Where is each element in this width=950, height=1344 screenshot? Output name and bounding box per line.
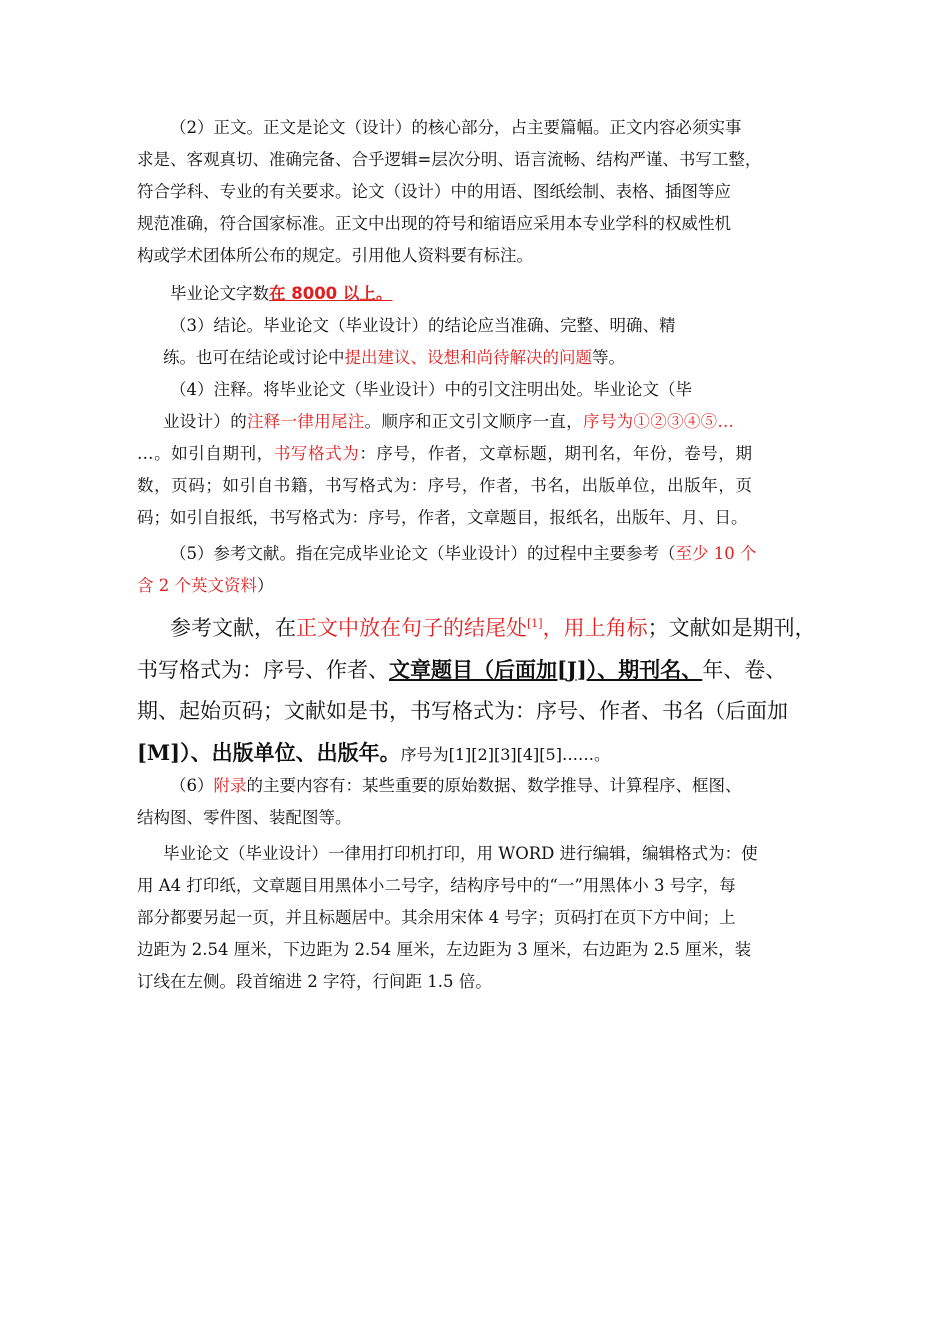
text-line: （3）结论。毕业论文（毕业设计）的结论应当准确、完整、明确、精 [170, 316, 676, 335]
text-line: 边距为 2.54 厘米，下边距为 2.54 厘米，左边距为 3 厘米，右边距为 2.5 厘米，装 [137, 940, 752, 959]
text-line: 部分都要另起一页，并且标题居中。其余用宋体 4 号字；页码打在页下方中间；上 [137, 908, 736, 927]
text-line [137, 438, 837, 470]
text-line: 符合学科、专业的有关要求。论文（设计）中的用语、图纸绘制、表格、插图等应 [137, 182, 731, 201]
text-line: 订线在左侧。段首缩进 2 字符，行间距 1.5 倍。 [137, 972, 492, 991]
text-span: ） [257, 576, 274, 595]
text-line: 码；如引自报纸，书写格式为：序号，作者，文章题目，报纸名，出版年、月、日。 [137, 508, 748, 527]
section-5-references-paragraph [137, 538, 837, 602]
highlight-text: 至少 10 个 [675, 544, 757, 563]
text-line [137, 342, 837, 374]
text-span: ：序号，作者，文章标题，期刊名，年份，卷号，期 [359, 444, 753, 463]
text-line: 用 A4 打印纸，文章题目用黑体小二号字，结构序号中的“一”用黑体小 3 号字，每 [137, 876, 736, 895]
text-line: （2）正文。正文是论文（设计）的核心部分，占主要篇幅。正文内容必须实事 [170, 118, 742, 137]
text-line: 求是、客观真切、准确完备、合乎逻辑=层次分明、语言流畅、结构严谨、书写工整， [137, 150, 762, 169]
word-count-prefix: 毕业论文字数 [170, 284, 269, 303]
text-span: （5）参考文献。指在完成毕业论文（毕业设计）的过程中主要参考（ [170, 544, 676, 563]
format-requirements-paragraph [137, 838, 837, 998]
text-span: 序号为[1][2][3][4][5]……。 [400, 745, 610, 764]
text-span: 等。 [592, 348, 625, 367]
text-line: 结构图、零件图、装配图等。 [137, 808, 352, 827]
text-line [137, 406, 837, 438]
text-span: …。如引自期刊， [137, 444, 274, 463]
text-line: 规范准确，符合国家标准。正文中出现的符号和缩语应采用本专业学科的权威性机 [137, 214, 731, 233]
text-line [137, 770, 837, 802]
text-line: 数，页码；如引自书籍，书写格式为：序号，作者，书名，出版单位，出版年，页 [137, 476, 753, 495]
emphasized-text: 文章题目（后面加[J]）、期刊名、 [389, 657, 703, 682]
highlight-text: 书写格式为 [273, 444, 360, 463]
reference-format-paragraph [137, 608, 837, 775]
text-line [137, 649, 837, 691]
text-span: 年、卷、 [702, 658, 787, 682]
text-line: 毕业论文（毕业设计）一律用打印机打印，用 WORD 进行编辑，编辑格式为：使 [163, 844, 758, 863]
section-3-conclusion-paragraph [137, 310, 837, 374]
highlight-text: 含 2 个英文资料 [137, 576, 257, 595]
text-line [137, 538, 837, 570]
text-line: 期、起始页码；文献如是书，书写格式为：序号、作者、书名（后面加 [137, 699, 788, 723]
highlight-text: ，用上角标 [542, 616, 648, 640]
text-span: 业设计）的 [163, 412, 247, 431]
text-line [137, 608, 837, 649]
superscript-citation: [1] [527, 617, 543, 630]
section-4-notes-paragraph [137, 374, 837, 534]
highlight-text: 提出建议、设想和尚待解决的问题 [344, 348, 592, 367]
text-line [137, 570, 837, 602]
text-span: 参考文献，在 [170, 616, 296, 640]
text-span: 。顺序和正文引文顺序一直， [364, 412, 584, 431]
text-span: 的主要内容有：某些重要的原始数据、数学推导、计算程序、框图、 [246, 776, 742, 795]
highlight-text: 附录 [213, 776, 247, 795]
highlight-text: 序号为①②③④⑤… [583, 412, 735, 431]
section-2-body-paragraph [137, 112, 837, 272]
text-span: [M]）、出版单位、出版年。 [137, 740, 401, 765]
highlight-text: 正文中放在句子的结尾处 [296, 616, 527, 640]
text-line: （4）注释。将毕业论文（毕业设计）中的引文注明出处。毕业论文（毕 [170, 380, 692, 399]
text-span: 练。也可在结论或讨论中 [163, 348, 345, 367]
word-count-line [170, 278, 870, 310]
text-span: 书写格式为：序号、作者、 [137, 658, 389, 682]
section-6-appendix-paragraph [137, 770, 837, 834]
word-count-requirement: 在 8000 以上。 [269, 284, 393, 303]
text-span: （6） [170, 776, 214, 795]
text-span: ；文献如是期刊， [647, 616, 816, 640]
text-line [137, 732, 837, 775]
highlight-text: 注释一律用尾注 [247, 412, 365, 431]
text-line: 构或学术团体所公布的规定。引用他人资料要有标注。 [137, 246, 533, 265]
